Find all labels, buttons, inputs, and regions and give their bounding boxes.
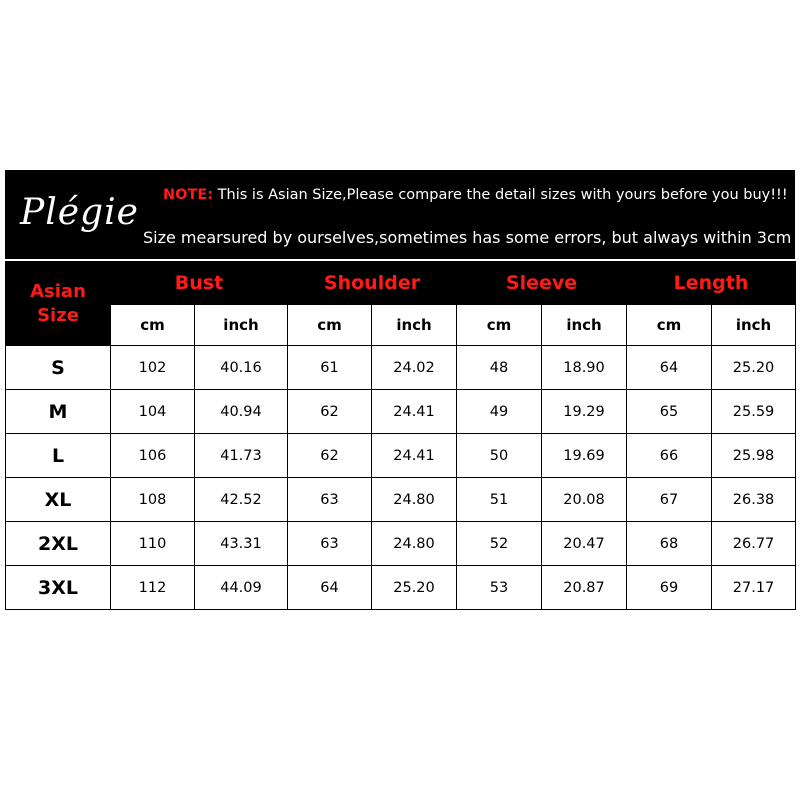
note-line [163,187,788,203]
group-header-length: Length [627,262,796,305]
table-cell: 24.80 [372,478,457,522]
asian-size-header-line1: Asian [30,280,86,302]
measure-note: Size mearsured by ourselves,sometimes has some errors, but always within 3cm [143,228,792,247]
unit-header: inch [712,305,796,346]
table-cell: 27.17 [712,566,796,610]
brand-logo: Plégie [20,192,139,233]
table-cell: 41.73 [195,434,288,478]
table-cell: 110 [111,522,195,566]
group-header-bust: Bust [111,262,288,305]
table-row [6,522,796,566]
size-table [5,261,796,610]
table-cell: 40.94 [195,390,288,434]
note-text: This is Asian Size,Please compare the detail sizes with yours before you buy!!! [213,187,788,203]
table-cell: 43.31 [195,522,288,566]
size-label: L [6,434,111,478]
table-cell: 61 [288,346,372,390]
table-cell: 19.69 [542,434,627,478]
table-cell: 42.52 [195,478,288,522]
unit-header: cm [457,305,542,346]
size-label: 2XL [6,522,111,566]
chart-header [5,170,795,259]
unit-header: cm [627,305,712,346]
size-label: M [6,390,111,434]
table-cell: 53 [457,566,542,610]
table-cell: 112 [111,566,195,610]
size-label: S [6,346,111,390]
size-chart [5,170,795,608]
table-cell: 63 [288,478,372,522]
table-row [6,478,796,522]
table-row [6,566,796,610]
table-cell: 62 [288,390,372,434]
unit-header: cm [288,305,372,346]
note-prefix: NOTE: [163,187,214,203]
table-cell: 68 [627,522,712,566]
table-cell: 26.77 [712,522,796,566]
table-cell: 19.29 [542,390,627,434]
group-header-sleeve: Sleeve [457,262,627,305]
table-cell: 108 [111,478,195,522]
table-cell: 25.20 [372,566,457,610]
table-cell: 24.80 [372,522,457,566]
table-cell: 102 [111,346,195,390]
table-cell: 50 [457,434,542,478]
table-cell: 44.09 [195,566,288,610]
table-cell: 66 [627,434,712,478]
table-cell: 52 [457,522,542,566]
table-cell: 20.87 [542,566,627,610]
table-row [6,434,796,478]
table-cell: 64 [627,346,712,390]
table-cell: 40.16 [195,346,288,390]
group-header-shoulder: Shoulder [288,262,457,305]
table-cell: 69 [627,566,712,610]
table-cell: 24.41 [372,390,457,434]
asian-size-header-line2: Size [37,304,79,326]
table-row [6,390,796,434]
table-cell: 104 [111,390,195,434]
table-cell: 65 [627,390,712,434]
asian-size-header [6,262,111,346]
table-cell: 24.02 [372,346,457,390]
table-cell: 24.41 [372,434,457,478]
table-cell: 25.59 [712,390,796,434]
size-label: 3XL [6,566,111,610]
table-cell: 20.47 [542,522,627,566]
table-cell: 48 [457,346,542,390]
unit-header: cm [111,305,195,346]
table-cell: 25.20 [712,346,796,390]
table-cell: 67 [627,478,712,522]
table-cell: 20.08 [542,478,627,522]
table-cell: 25.98 [712,434,796,478]
table-cell: 49 [457,390,542,434]
table-cell: 64 [288,566,372,610]
table-cell: 51 [457,478,542,522]
size-label: XL [6,478,111,522]
table-cell: 62 [288,434,372,478]
table-cell: 26.38 [712,478,796,522]
table-cell: 63 [288,522,372,566]
unit-header: inch [542,305,627,346]
table-row [6,346,796,390]
table-cell: 106 [111,434,195,478]
unit-header: inch [372,305,457,346]
unit-header: inch [195,305,288,346]
table-cell: 18.90 [542,346,627,390]
